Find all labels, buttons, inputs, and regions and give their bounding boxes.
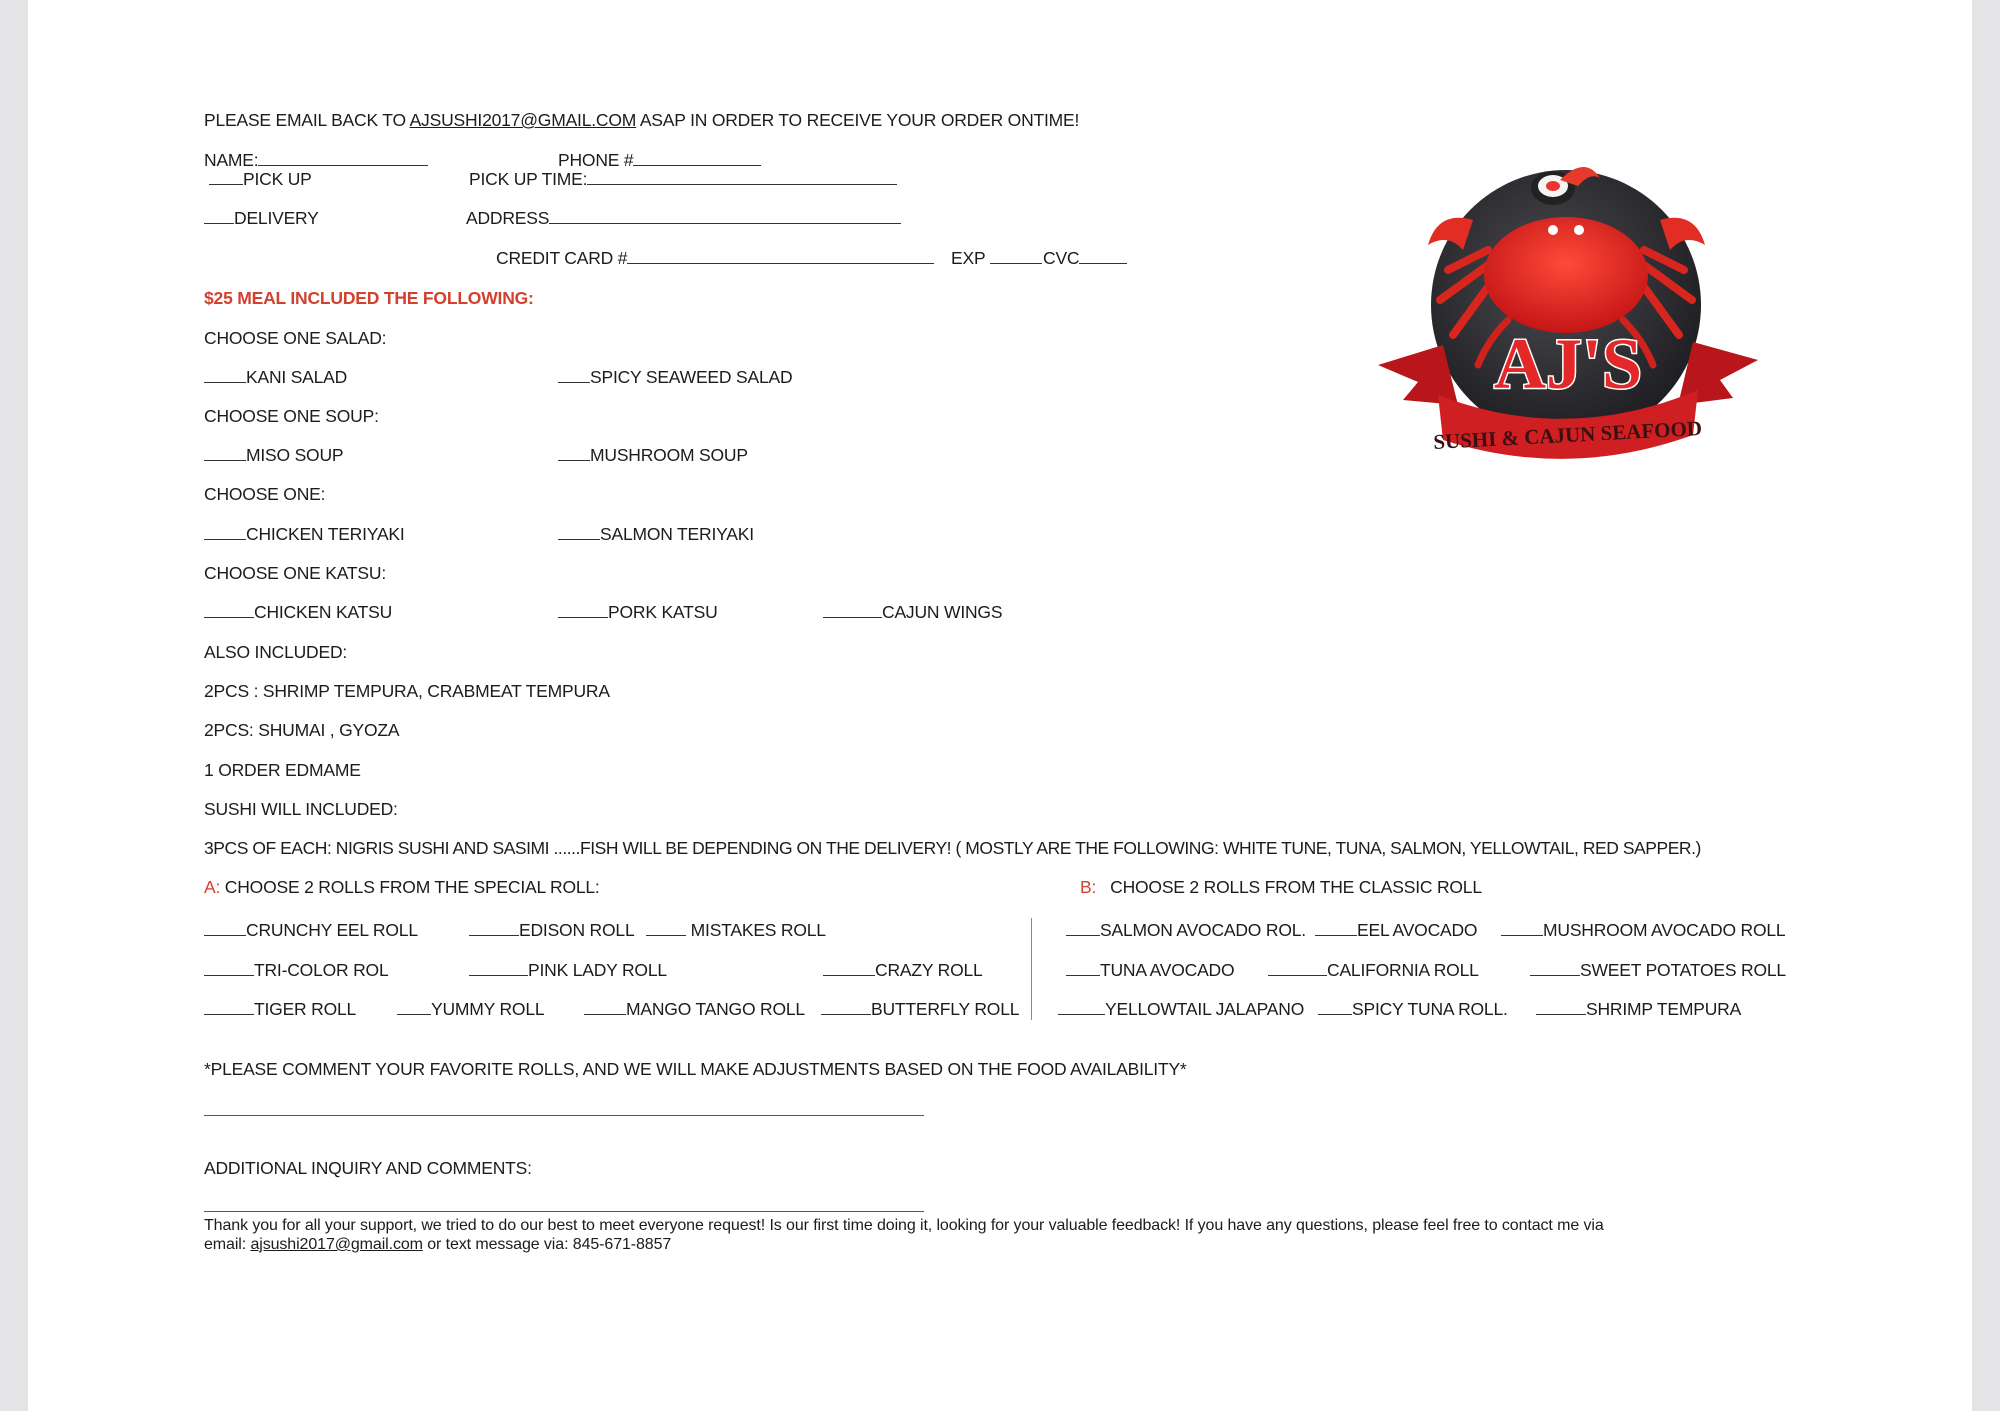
favorite-rolls-comment-line[interactable] [204,1115,924,1116]
logo-title: AJ'S [1493,324,1643,404]
included-item-tempura: 2PCS : SHRIMP TEMPURA, CRABMEAT TEMPURA [204,681,610,701]
special-rolls-heading: A: CHOOSE 2 ROLLS FROM THE SPECIAL ROLL: [204,877,600,897]
sushi-heading: SUSHI WILL INCLUDED: [204,799,398,819]
logo-tagline: SUSHI & CAJUN SEAFOOD [1432,415,1703,455]
roll-option-tiger[interactable]: TIGER ROLL [204,999,356,1019]
teriyaki-heading: CHOOSE ONE: [204,484,326,504]
address-field[interactable] [466,208,901,228]
included-item-shumai: 2PCS: SHUMAI , GYOZA [204,720,400,740]
roll-column-divider [1031,918,1032,1020]
favorite-rolls-note: *PLEASE COMMENT YOUR FAVORITE ROLLS, AND WE WILL MAKE ADJUSTMENTS BASED ON THE FOOD AVAILABILITY* [204,1059,1187,1079]
roll-option-mistakes[interactable]: MISTAKES ROLL [646,920,826,940]
soup-option-mushroom[interactable]: MUSHROOM SOUP [558,445,748,465]
roll-option-crazy[interactable]: CRAZY ROLL [823,960,983,980]
delivery-label: DELIVERY [234,208,319,228]
katsu-option-cajun-wings[interactable]: CAJUN WINGS [823,602,1002,622]
roll-option-butterfly[interactable]: BUTTERFLY ROLL [821,999,1019,1019]
sushi-description: 3PCS OF EACH: NIGRIS SUSHI AND SASIMI ......FISH WILL BE DEPENDING ON THE DELIVERY! ( MOSTLY ARE THE FOLLOWING: WHITE TUNE, TUNA, SALMON, YELLOWTAIL, RED SAPPER.) [204,838,1701,858]
katsu-option-chicken[interactable]: CHICKEN KATSU [204,602,392,622]
roll-option-spicy-tuna[interactable]: SPICY TUNA ROLL. [1318,999,1508,1019]
additional-comments-heading: ADDITIONAL INQUIRY AND COMMENTS: [204,1158,532,1178]
credit-card-label: CREDIT CARD # [496,248,628,268]
pickup-option[interactable] [209,169,312,189]
name-label: NAME: [204,150,259,170]
roll-option-salmon-avocado[interactable]: SALMON AVOCADO ROL. [1066,920,1306,940]
meal-title: $25 MEAL INCLUDED THE FOLLOWING: [204,288,534,308]
teriyaki-option-chicken[interactable]: CHICKEN TERIYAKI [204,524,405,544]
email-link[interactable]: AJSUSHI2017@GMAIL.COM [409,110,637,130]
roll-option-crunchy-eel[interactable]: CRUNCHY EEL ROLL [204,920,418,940]
roll-option-mango-tango[interactable]: MANGO TANGO ROLL [584,999,805,1019]
soup-option-miso[interactable]: MISO SOUP [204,445,343,465]
phone-label: PHONE # [558,150,634,170]
roll-option-tuna-avocado[interactable]: TUNA AVOCADO [1066,960,1234,980]
pickup-time-field[interactable] [469,169,897,189]
teriyaki-option-salmon[interactable]: SALMON TERIYAKI [558,524,754,544]
soup-heading: CHOOSE ONE SOUP: [204,406,379,426]
ajs-logo [1348,160,1788,520]
roll-option-yummy[interactable]: YUMMY ROLL [397,999,544,1019]
email-notice: PLEASE EMAIL BACK TO AJSUSHI2017@GMAIL.COM ASAP IN ORDER TO RECEIVE YOUR ORDER ONTIME! [204,110,1080,130]
roll-option-california[interactable]: CALIFORNIA ROLL [1268,960,1479,980]
roll-option-tri-color[interactable]: TRI-COLOR ROL [204,960,389,980]
roll-option-mushroom-avocado[interactable]: MUSHROOM AVOCADO ROLL [1501,920,1785,940]
phone-field[interactable] [558,150,761,170]
exp-field[interactable] [951,248,1042,268]
pickup-label: PICK UP [243,169,312,189]
roll-option-pink-lady[interactable]: PINK LADY ROLL [469,960,667,980]
delivery-option[interactable] [204,208,319,228]
included-heading: ALSO INCLUDED: [204,642,348,662]
classic-rolls-heading: B: CHOOSE 2 ROLLS FROM THE CLASSIC ROLL [1080,877,1482,897]
roll-option-edison[interactable]: EDISON ROLL [469,920,634,940]
name-field[interactable] [204,150,428,170]
roll-option-sweet-potatoes[interactable]: SWEET POTATOES ROLL [1530,960,1786,980]
contact-phone: 845-671-8857 [572,1236,672,1253]
exp-label: EXP [951,248,986,268]
included-item-edamame: 1 ORDER EDMAME [204,760,361,780]
cvc-label: CVC [1043,248,1080,268]
credit-card-field[interactable] [496,248,934,268]
salad-option-kani[interactable]: KANI SALAD [204,367,347,387]
additional-comments-line[interactable] [204,1211,924,1212]
roll-option-shrimp-tempura[interactable]: SHRIMP TEMPURA [1536,999,1741,1019]
contact-email-link[interactable]: ajsushi2017@gmail.com [250,1236,423,1253]
order-form-page [28,0,1972,1411]
address-label: ADDRESS [466,208,550,228]
katsu-option-pork[interactable]: PORK KATSU [558,602,718,622]
cvc-field[interactable] [1043,248,1127,268]
roll-option-yellowtail-jalapano[interactable]: YELLOWTAIL JALAPANO [1058,999,1304,1019]
contact-line: email: ajsushi2017@gmail.com or text message via: 845-671-8857 [204,1236,672,1253]
salad-heading: CHOOSE ONE SALAD: [204,328,387,348]
pickup-time-label: PICK UP TIME: [469,169,588,189]
thank-you-message: Thank you for all your support, we tried to do our best to meet everyone request! Is our first time doing it, looking for your valuable feedback! If you have any questions, please feel free to contact me via [204,1217,1604,1234]
roll-option-eel-avocado[interactable]: EEL AVOCADO [1315,920,1477,940]
salad-option-seaweed[interactable]: SPICY SEAWEED SALAD [558,367,792,387]
katsu-heading: CHOOSE ONE KATSU: [204,563,386,583]
